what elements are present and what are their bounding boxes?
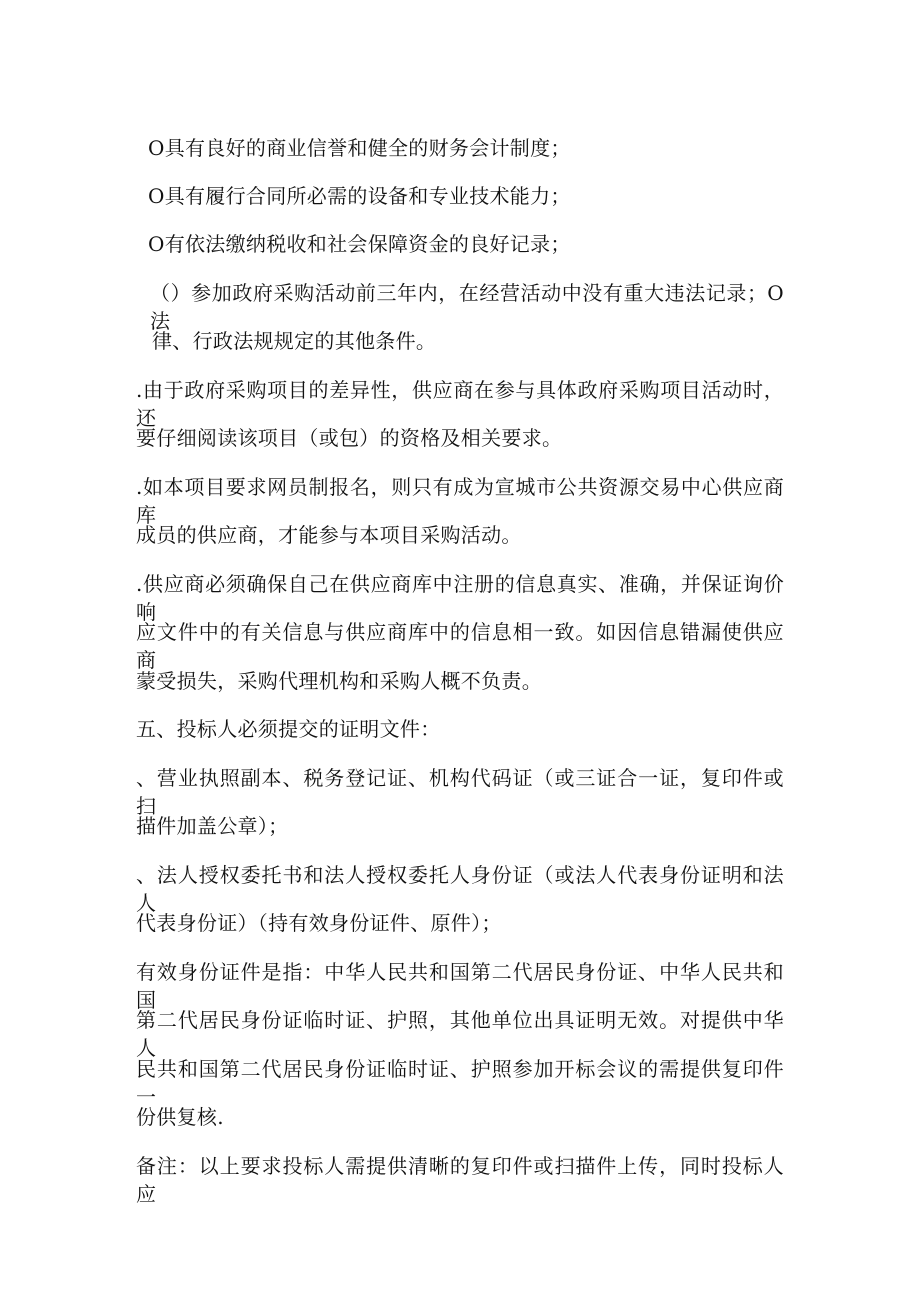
text-line: .如本项目要求网员制报名，则只有成为宣城市公共资源交易中心供应商库 xyxy=(136,475,784,527)
text-line: 民共和国第二代居民身份证临时证、护照参加开标会议的需提供复印件一 xyxy=(136,1057,784,1109)
section-heading: 五、投标人必须提交的证明文件： xyxy=(136,717,441,741)
text-line: .供应商必须确保自己在供应商库中注册的信息真实、准确，并保证询价响 xyxy=(136,572,784,624)
text-line: 备注：以上要求投标人需提供清晰的复印件或扫描件上传，同时投标人应 xyxy=(136,1154,784,1206)
text-line: 、营业执照副本、税务登记证、机构代码证（或三证合一证，复印件或扫 xyxy=(136,766,784,818)
text-line: 代表身份证）（持有效身份证件、原件）； xyxy=(136,911,502,935)
text-line: 应文件中的有关信息与供应商库中的信息相一致。如因信息错漏使供应商 xyxy=(136,620,784,672)
text-line: 有效身份证件是指：中华人民共和国第二代居民身份证、中华人民共和国 xyxy=(136,960,784,1012)
text-line: （）参加政府采购活动前三年内，在经营活动中没有重大违法记录；O法 xyxy=(150,281,784,333)
text-line: 要仔细阅读该项目（或包）的资格及相关要求。 xyxy=(136,426,563,450)
text-line: O具有良好的商业信誉和健全的财务会计制度； xyxy=(148,136,571,160)
text-line: O具有履行合同所必需的设备和专业技术能力； xyxy=(148,184,571,208)
text-line: O有依法缴纳税收和社会保障资金的良好记录； xyxy=(148,232,571,256)
text-line: 蒙受损失，采购代理机构和采购人概不负责。 xyxy=(136,669,542,693)
text-line: 、法人授权委托书和法人授权委托人身份证（或法人代表身份证明和法人 xyxy=(136,863,784,915)
text-line: 份供复核. xyxy=(136,1105,224,1129)
text-line: .由于政府采购项目的差异性，供应商在参与具体政府采购项目活动时，还 xyxy=(136,378,784,430)
text-line: 律、行政法规规定的其他条件。 xyxy=(152,329,437,353)
text-line: 第二代居民身份证临时证、护照，其他单位出具证明无效。对提供中华人 xyxy=(136,1008,784,1060)
text-line: 描件加盖公章）； xyxy=(136,814,289,838)
text-line: 成员的供应商，才能参与本项目采购活动。 xyxy=(136,523,522,547)
